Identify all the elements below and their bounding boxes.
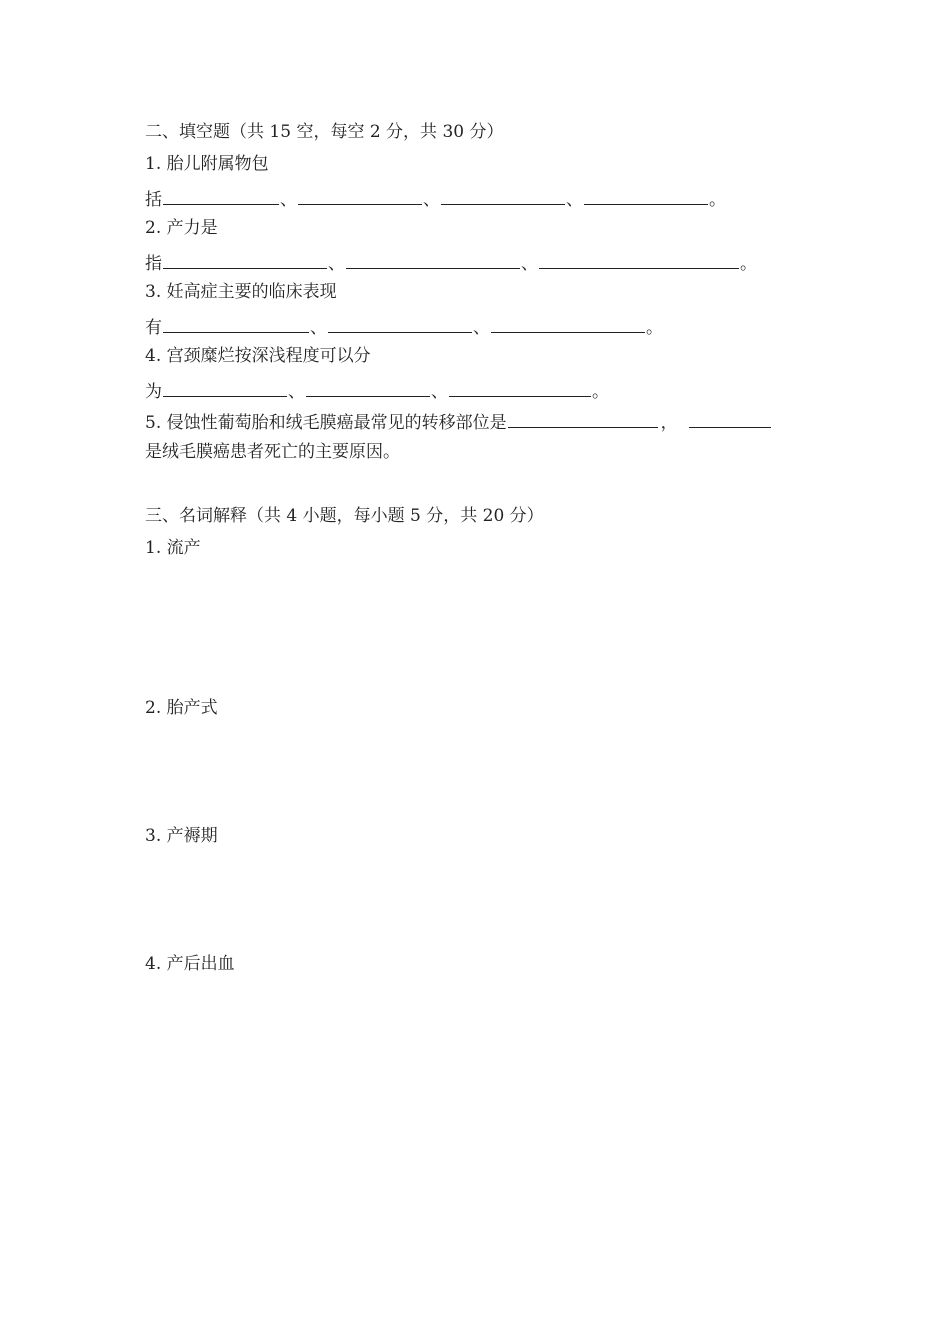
term-item: 4. 产后出血 — [145, 954, 235, 974]
period: 。 — [740, 254, 757, 274]
answer-blank[interactable] — [689, 409, 771, 428]
answer-blank[interactable] — [584, 186, 708, 205]
separator: 、 — [288, 382, 305, 402]
answer-blank[interactable] — [539, 250, 739, 269]
answer-blank[interactable] — [449, 378, 591, 397]
answer-blank[interactable] — [163, 186, 279, 205]
separator: 、 — [431, 382, 448, 402]
question-1-prefix: 括 — [145, 190, 162, 210]
separator: 、 — [310, 318, 327, 338]
answer-blank[interactable] — [298, 186, 422, 205]
question-2-text: 2. 产力是 — [145, 218, 218, 238]
separator: 、 — [473, 318, 490, 338]
term-item: 1. 流产 — [145, 538, 201, 558]
section2-heading: 二、填空题（共 15 空，每空 2 分，共 30 分） — [145, 122, 504, 142]
answer-blank[interactable] — [491, 314, 645, 333]
question-1-answer-line — [145, 186, 726, 211]
separator: 、 — [423, 190, 440, 210]
period: 。 — [646, 318, 663, 338]
section3-heading: 三、名词解释（共 4 小题，每小题 5 分，共 20 分） — [145, 506, 544, 526]
question-4-prefix: 为 — [145, 382, 162, 402]
answer-blank[interactable] — [346, 250, 520, 269]
question-3-text: 3. 妊高症主要的临床表现 — [145, 282, 337, 302]
question-1-text: 1. 胎儿附属物包 — [145, 154, 269, 174]
comma: ， — [660, 413, 678, 433]
answer-blank[interactable] — [508, 409, 658, 428]
separator: 、 — [280, 190, 297, 210]
separator: 、 — [521, 254, 538, 274]
period: 。 — [709, 190, 726, 210]
question-5-line — [145, 409, 772, 434]
question-3-prefix: 有 — [145, 318, 162, 338]
answer-blank[interactable] — [306, 378, 430, 397]
answer-blank[interactable] — [163, 314, 309, 333]
question-5-text: 5. 侵蚀性葡萄胎和绒毛膜癌最常见的转移部位是 — [145, 413, 507, 433]
answer-blank[interactable] — [163, 250, 327, 269]
answer-blank[interactable] — [441, 186, 565, 205]
separator: 、 — [566, 190, 583, 210]
term-item: 2. 胎产式 — [145, 698, 218, 718]
period: 。 — [592, 382, 609, 402]
question-4-text: 4. 宫颈糜烂按深浅程度可以分 — [145, 346, 371, 366]
answer-blank[interactable] — [163, 378, 287, 397]
separator: 、 — [328, 254, 345, 274]
question-5-text-continued: 是绒毛膜癌患者死亡的主要原因。 — [145, 442, 400, 462]
question-4-answer-line — [145, 378, 609, 403]
question-2-prefix: 指 — [145, 254, 162, 274]
answer-blank[interactable] — [328, 314, 472, 333]
question-2-answer-line — [145, 250, 757, 275]
term-item: 3. 产褥期 — [145, 826, 218, 846]
question-3-answer-line — [145, 314, 663, 339]
